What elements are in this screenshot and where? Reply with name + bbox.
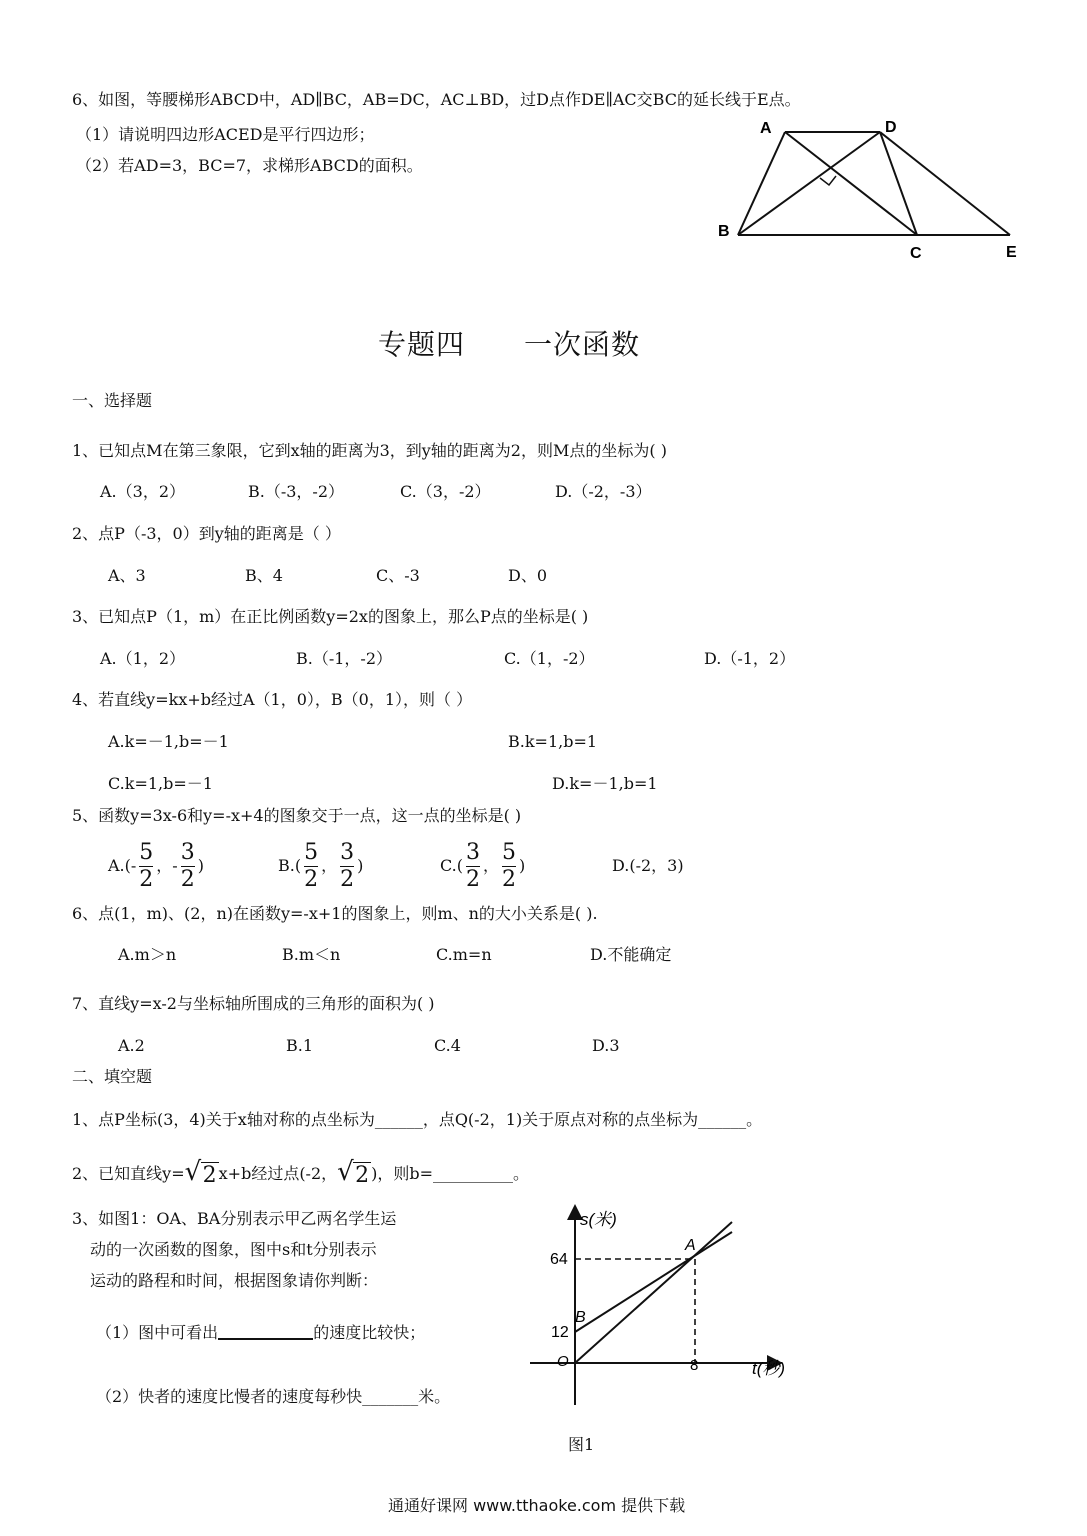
s2-q3-sub1: （1）图中可看出 的速度比较快； [96, 1323, 426, 1342]
sqrt-sign: √ 2 [184, 1157, 217, 1188]
label-E: E [1006, 244, 1017, 261]
s1-q6-opt-a: A.m＞n [118, 945, 177, 964]
y-axis-label: s(米) [580, 1210, 617, 1229]
label-D: D [885, 119, 897, 136]
q6-sub2: （2）若AD=3，BC=7，求梯形ABCD的面积。 [76, 156, 423, 175]
origin-label: O [557, 1353, 569, 1370]
s1-q6-opt-b: B.m＜n [282, 945, 341, 964]
s1-q3-opt-b: B.（-1，-2） [296, 649, 393, 668]
s1-q3-stem: 3、已知点P（1，m）在正比例函数y=2x的图象上，那么P点的坐标是( ) [72, 607, 589, 626]
s1-q3-opt-c: C.（1，-2） [504, 649, 595, 668]
s2-q2: 2、已知直线y= √ 2 x+b经过点(-2， √ 2 )，则b=__________。 [72, 1157, 530, 1188]
s1-q3-opt-d: D.（-1，2） [704, 649, 796, 668]
s1-q1-opt-d: D.（-2，-3） [555, 482, 652, 501]
s2-q3-line1: 3、如图1：OA、BA分别表示甲乙两名学生运 [72, 1209, 397, 1228]
section1-heading: 一、选择题 [72, 391, 153, 410]
page-title-part1: 专题四 [378, 328, 466, 361]
s1-q4-stem: 4、若直线y=kx+b经过A（1，0），B（0，1），则（ ） [72, 690, 473, 709]
trapezoid-figure [710, 110, 1050, 270]
s1-q3-opt-a: A.（1，2） [100, 649, 186, 668]
section2-heading: 二、填空题 [72, 1067, 153, 1086]
s1-q5-opt-c: C.( $\frac{3}{2}$ ， $\frac{5}{2}$ ) [440, 840, 526, 892]
s1-q1-opt-b: B.（-3，-2） [248, 482, 345, 501]
point-a-label: A [685, 1237, 696, 1254]
s1-q4-opt-a: A.k=－1,b=－1 [108, 732, 229, 751]
s1-q1-opt-a: A.（3，2） [100, 482, 186, 501]
s1-q2-stem: 2、点P（-3，0）到y轴的距离是（ ） [72, 524, 341, 543]
figure1-caption: 图1 [568, 1435, 595, 1454]
s1-q6-stem: 6、点(1，m)、(2，n)在函数y=-x+1的图象上，则m、n的大小关系是( ). [72, 904, 598, 923]
answer-blank [218, 1322, 313, 1340]
s1-q2-opt-b: B、4 [245, 566, 283, 585]
s2-q3-line3: 运动的路程和时间，根据图象请你判断： [90, 1271, 379, 1290]
s1-q6-opt-c: C.m=n [436, 945, 492, 964]
figure1-graph [520, 1200, 820, 1410]
page-footer: 通通好课网 www.tthaoke.com 提供下载 [388, 1496, 686, 1515]
label-C: C [910, 245, 922, 262]
label-B: B [718, 223, 730, 240]
x-axis-label: t(秒) [752, 1359, 786, 1378]
s2-q1: 1、点P坐标(3，4)关于x轴对称的点坐标为______，点Q(-2，1)关于原点对称的点坐标为______。 [72, 1110, 763, 1129]
q6-sub1: （1）请说明四边形ACED是平行四边形； [76, 125, 375, 144]
s1-q7-opt-c: C.4 [434, 1036, 461, 1055]
s1-q7-opt-d: D.3 [592, 1036, 620, 1055]
s1-q7-opt-a: A.2 [118, 1036, 145, 1055]
y-tick-64: 64 [550, 1251, 568, 1268]
s1-q5-opt-b: B.( $\frac{5}{2}$ ， $\frac{3}{2}$ ) [278, 840, 364, 892]
point-b-label: B [575, 1309, 586, 1326]
s1-q7-stem: 7、直线y=x-2与坐标轴所围成的三角形的面积为( ) [72, 994, 435, 1013]
s1-q5-opt-d: D.(-2，3) [612, 856, 684, 875]
y-tick-12: 12 [551, 1324, 569, 1341]
s1-q2-opt-c: C、-3 [376, 566, 420, 585]
s1-q6-opt-d: D.不能确定 [590, 945, 672, 964]
s1-q4-opt-c: C.k=1,b=－1 [108, 774, 213, 793]
s1-q4-opt-d: D.k=－1,b=1 [552, 774, 658, 793]
label-A: A [760, 120, 772, 137]
s1-q5-opt-a: A.(- $\frac{5}{2}$ ，- $\frac{3}{2}$ ) [108, 840, 204, 892]
s1-q2-opt-d: D、0 [508, 566, 548, 585]
s2-q3-sub2: （2）快者的速度比慢者的速度每秒快_______米。 [96, 1387, 451, 1406]
q6-stem: 6、如图，等腰梯形ABCD中，AD∥BC，AB=DC，AC⊥BD，过D点作DE∥AC交BC的延长线于E点。 [72, 90, 801, 109]
s1-q1-stem: 1、已知点M在第三象限，它到x轴的距离为3，到y轴的距离为2，则M点的坐标为( ) [72, 441, 667, 460]
s2-q3-line2: 动的一次函数的图象，图中s和t分别表示 [90, 1240, 377, 1259]
s1-q2-opt-a: A、3 [108, 566, 146, 585]
s1-q5-stem: 5、函数y=3x-6和y=-x+4的图象交于一点，这一点的坐标是( ) [72, 806, 522, 825]
s1-q4-opt-b: B.k=1,b=1 [508, 732, 598, 751]
s1-q7-opt-b: B.1 [286, 1036, 314, 1055]
x-tick-8: 8 [690, 1357, 699, 1374]
page-title-part2: 一次函数 [524, 328, 641, 361]
s1-q1-opt-c: C.（3，-2） [400, 482, 491, 501]
sqrt-sign: √ 2 [337, 1157, 370, 1188]
